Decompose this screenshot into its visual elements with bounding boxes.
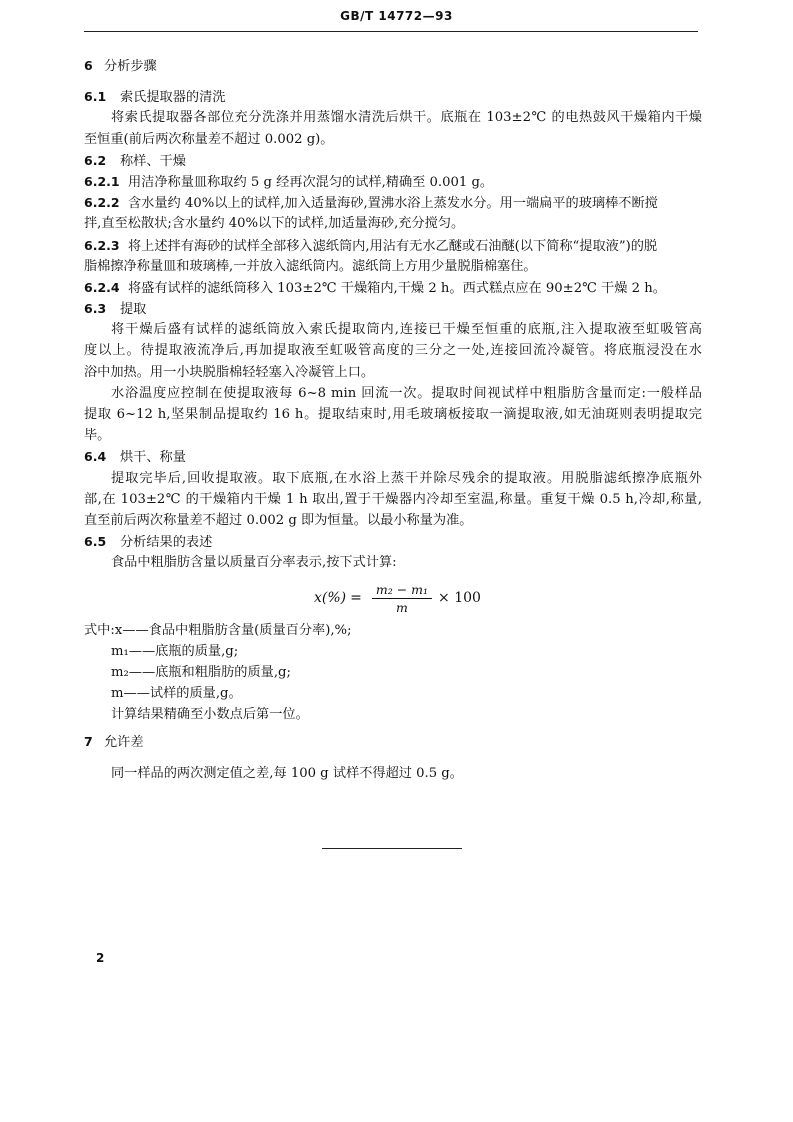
formula-denominator: m: [396, 599, 408, 615]
paragraph-line: 水浴温度应控制在使提取液每 6~8 min 回流一次。提取时间视试样中粗脂肪含量而定:一般样品: [111, 385, 702, 401]
paragraph-line: 直至前后两次称量差不超过 0.002 g 即为恒量。以最小称量为准。: [84, 512, 473, 528]
section-number: 6: [84, 58, 93, 73]
subsection-number: 6.3: [84, 301, 107, 317]
subsection-title: 烘干、称量: [120, 450, 186, 466]
clause-text: 用洁净称量皿称取约 5 g 经再次混匀的试样,精确至 0.001 g。: [128, 174, 494, 190]
subsection-number: 6.1: [84, 89, 107, 105]
clause-number: 6.2.4: [84, 279, 120, 295]
document-body: [84, 55, 702, 784]
formula-fraction: [372, 582, 432, 615]
subsection-heading: [84, 86, 702, 107]
clause-line: [84, 192, 702, 213]
formula: [84, 574, 702, 620]
clause-text: 将盛有试样的滤纸筒移入 103±2℃ 干燥箱内,干燥 2 h。西式糕点应在 90±2℃ 干燥 2 h。: [128, 280, 666, 296]
paragraph-line: 提取 6~12 h,坚果制品提取约 16 h。提取结束时,用毛玻璃板接取一滴提取液,如无油斑则表明提取完: [84, 407, 702, 422]
clause-text: 含水量约 40%以上的试样,加入适量海砂,置沸水浴上蒸发水分。用一端扁平的玻璃棒不断搅: [128, 196, 658, 212]
paragraph-line: 拌,直至松散状;含水量约 40%以下的试样,加适量海砂,充分搅匀。: [84, 216, 465, 232]
paragraph-line: 毕。: [84, 428, 111, 444]
subsection-number: 6.2: [84, 152, 107, 168]
subsection-title: 分析结果的表述: [120, 535, 213, 551]
clause-number: 6.2.3: [84, 237, 120, 253]
paragraph-line: 提取完毕后,回收提取液。取下底瓶,在水浴上蒸干并除尽残余的提取液。用脱脂滤纸擦净底瓶外: [111, 470, 702, 486]
section-title: 允许差: [104, 735, 144, 751]
section-heading: [84, 731, 702, 752]
clause-number: 6.2.2: [84, 195, 120, 211]
paragraph-line: 度以上。待提取液流净后,再加提取液至虹吸管高度的三分之一处,连接回流冷凝管。将底瓶浸没在水: [84, 343, 702, 359]
subsection-heading: [84, 150, 702, 171]
paragraph-line: 同一样品的两次测定值之差,每 100 g 试样不得超过 0.5 g。: [111, 765, 463, 781]
paragraph-line: 脂棉擦净称量皿和玻璃棒,一并放入滤纸筒内。滤纸筒上方用少量脱脂棉塞住。: [84, 258, 537, 274]
definition-line: m₁——底瓶的质量,g;: [111, 643, 239, 659]
paragraph-line: 计算结果精确至小数点后第一位。: [111, 707, 309, 723]
paragraph-line: 将索氏提取器各部位充分洗涤并用蒸馏水清洗后烘干。底瓶在 103±2℃ 的电热鼓风干燥箱内干燥: [111, 110, 702, 126]
page-number: 2: [96, 951, 105, 965]
clause-line: [84, 277, 702, 298]
subsection-title: 称样、干燥: [120, 153, 186, 169]
paragraph-line: 食品中粗脂肪含量以质量百分率表示,按下式计算:: [111, 555, 397, 571]
formula-numerator: m₂ − m₁: [372, 582, 432, 599]
clause-number: 6.2.1: [84, 173, 120, 189]
subsection-title: 提取: [120, 302, 147, 318]
where-prefix: 式中:: [84, 622, 115, 638]
standard-code: GB/T 14772—93: [340, 9, 453, 23]
definition-line: m₂——底瓶和粗脂肪的质量,g;: [111, 664, 291, 680]
subsection-heading: [84, 298, 702, 319]
clause-line: [84, 171, 702, 192]
end-rule: [322, 848, 462, 849]
formula-equals: =: [350, 590, 362, 606]
subsection-title: 索氏提取器的清洗: [120, 90, 226, 106]
definition-text: x——食品中粗脂肪含量(质量百分率),%;: [114, 622, 352, 638]
section-title: 分析步骤: [104, 59, 157, 74]
definition-line: m——试样的质量,g。: [111, 686, 242, 702]
paragraph-line: 部,在 103±2℃ 的干燥箱内干燥 1 h 取出,置于干燥器内冷却至室温,称量。重复干燥 0.5 h,冷却,称量,: [84, 491, 702, 507]
subsection-heading: [84, 531, 702, 552]
paragraph-line: 浴中加热。用一小块脱脂棉轻轻塞入冷凝管上口。: [84, 364, 375, 380]
clause-text: 将上述拌有海砂的试样全部移入滤纸筒内,用沾有无水乙醚或石油醚(以下简称“提取液”)的脱: [128, 238, 658, 254]
header-rule: [84, 31, 698, 32]
section-number: 7: [84, 734, 93, 750]
document-header: [0, 9, 793, 23]
definition-line: [84, 620, 702, 641]
paragraph-line: 将干燥后盛有试样的滤纸筒放入索氏提取筒内,连接已干燥至恒重的底瓶,注入提取液至虹吸管高: [111, 322, 702, 338]
section-heading: [84, 55, 702, 76]
clause-line: [84, 235, 702, 256]
formula-lhs: x(%): [314, 590, 347, 606]
formula-multiplier: × 100: [438, 590, 481, 606]
paragraph-line: 至恒重(前后两次称量差不超过 0.002 g)。: [84, 131, 334, 147]
subsection-heading: [84, 446, 702, 467]
subsection-number: 6.5: [84, 534, 107, 550]
subsection-number: 6.4: [84, 449, 107, 465]
